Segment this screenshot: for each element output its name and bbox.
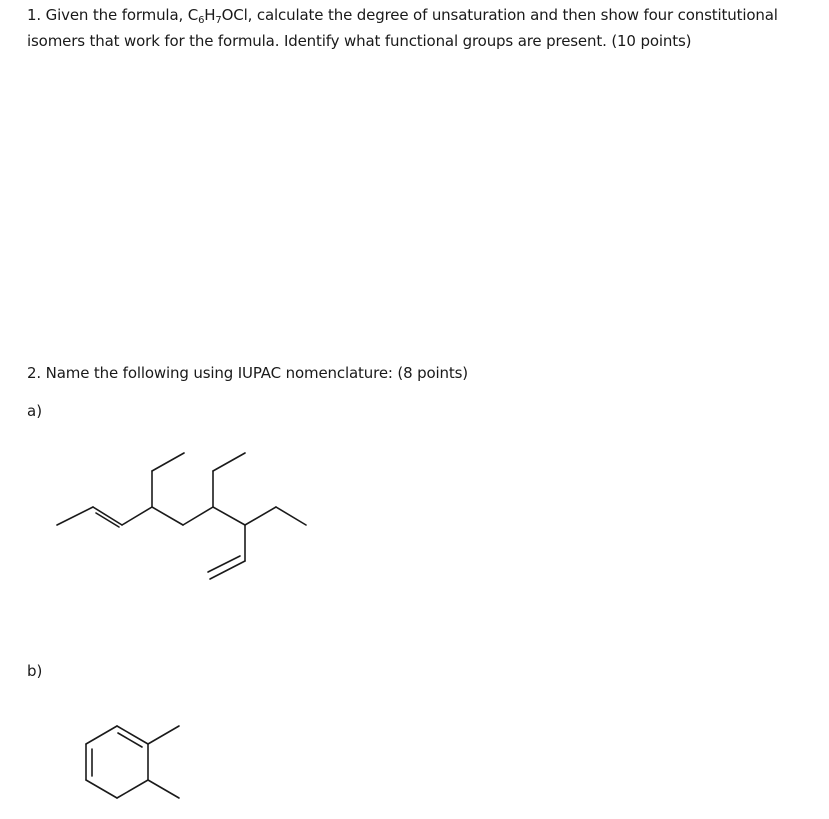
molecule-b-bonds	[86, 726, 179, 798]
part-b-label: b)	[27, 662, 43, 680]
ring-bond	[86, 780, 117, 798]
ring-bond	[117, 780, 148, 798]
question-1-number: 1.	[27, 6, 42, 24]
ring-bond	[86, 726, 117, 744]
part-a-label: a)	[27, 402, 43, 420]
question-1-intro: Given the formula,	[45, 6, 184, 24]
methyl-bond	[148, 780, 179, 798]
methyl-bond	[148, 726, 179, 744]
question-2-text: 2. Name the following using IUPAC nomenclature: (8 points)	[27, 364, 469, 382]
question-1-body: , calculate the degree of unsaturation and then show four constitutional isomers that work for the formula. Identify what functional groups are present. (10 points)	[27, 6, 778, 50]
molecular-formula: $C_6H_7OCl$	[187, 6, 248, 26]
ring-double-bond-inner	[118, 733, 142, 747]
